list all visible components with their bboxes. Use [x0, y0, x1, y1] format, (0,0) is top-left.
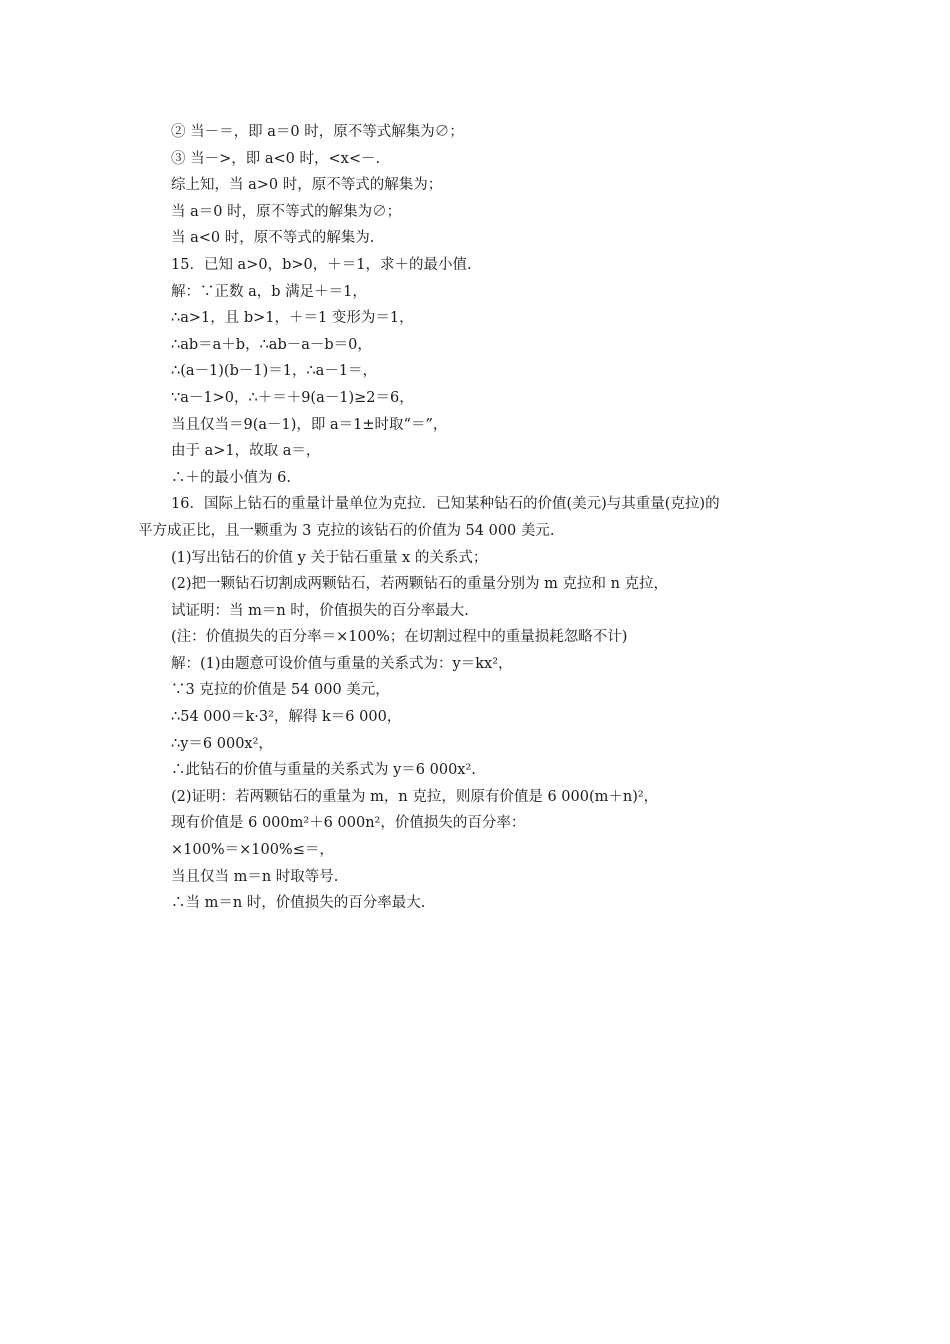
text-line: ∴a>1，且 b>1，＋＝1 变形为＝1，	[171, 310, 414, 327]
problem-16-statement: 16．国际上钻石的重量计量单位为克拉．已知某种钻石的价值(美元)与其重量(克拉)的	[171, 496, 720, 513]
text-line: (1)写出钻石的价值 y 关于钻石重量 x 的关系式；	[171, 549, 488, 566]
problem-15-statement: 15．已知 a>0，b>0，＋＝1，求＋的最小值.	[171, 256, 472, 273]
text-line: ×100%＝×100%≤＝，	[171, 842, 334, 859]
text-line: 综上知，当 a>0 时，原不等式的解集为；	[171, 177, 443, 194]
text-line: ∴当 m＝n 时，价值损失的百分率最大.	[171, 895, 426, 912]
problem-16-statement-cont: 平方成正比，且一颗重为 3 克拉的该钻石的价值为 54 000 美元.	[138, 522, 555, 539]
text-line: 现有价值是 6 000m²＋6 000n²，价值损失的百分率：	[171, 815, 526, 832]
text-line: 试证明：当 m＝n 时，价值损失的百分率最大.	[171, 602, 469, 619]
text-line: 解：∵正数 a，b 满足＋＝1，	[171, 283, 367, 300]
text-line: 当 a<0 时，原不等式的解集为.	[171, 230, 375, 247]
text-line: (注：价值损失的百分率＝×100%；在切割过程中的重量损耗忽略不计)	[171, 629, 628, 646]
text-line: (2)证明：若两颗钻石的重量为 m，n 克拉，则原有价值是 6 000(m＋n)²，	[171, 788, 659, 805]
text-line: ② 当－＝，即 a＝0 时，原不等式解集为∅；	[171, 124, 464, 140]
text-line: ∵3 克拉的价值是 54 000 美元，	[171, 682, 390, 699]
text-line: 当且仅当 m＝n 时取等号.	[171, 868, 339, 885]
text-line: 当且仅当＝9(a－1)，即 a＝1±时取“＝”，	[171, 416, 448, 433]
text-line: ∴此钻石的价值与重量的关系式为 y＝6 000x².	[171, 762, 476, 779]
text-line: 由于 a>1，故取 a＝，	[171, 443, 321, 460]
text-line: ∴54 000＝k·3²，解得 k＝6 000，	[171, 709, 402, 726]
text-line: ③ 当－>，即 a<0 时，<x<－.	[171, 150, 381, 167]
text-line: ∴(a－1)(b－1)＝1，∴a－1＝，	[171, 363, 378, 380]
text-line: 当 a＝0 时，原不等式的解集为∅；	[171, 203, 402, 220]
text-line: ∴ab＝a＋b，∴ab－a－b＝0，	[171, 336, 372, 353]
text-line: ∴＋的最小值为 6.	[171, 469, 291, 486]
text-line: ∴y＝6 000x²，	[171, 735, 273, 752]
text-line: (2)把一颗钻石切割成两颗钻石，若两颗钻石的重量分别为 m 克拉和 n 克拉，	[171, 576, 669, 593]
document-body	[0, 119, 950, 917]
text-line: ∵a－1>0，∴＋＝＋9(a－1)≥2＝6，	[171, 389, 414, 406]
text-line: 解：(1)由题意可设价值与重量的关系式为：y＝kx²，	[171, 655, 513, 672]
